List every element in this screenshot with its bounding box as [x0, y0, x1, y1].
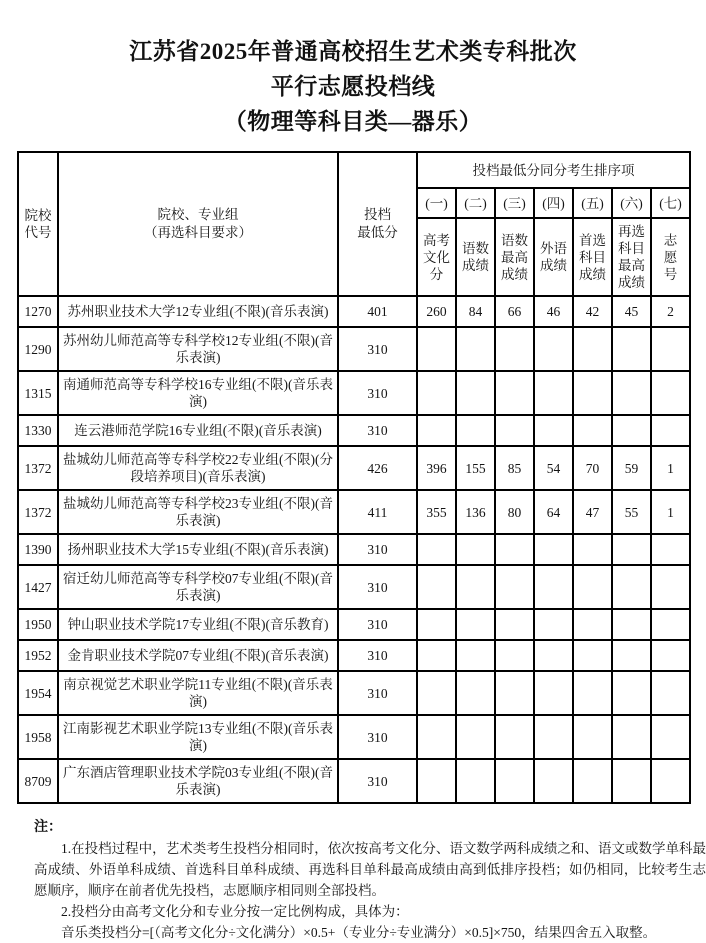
- sort-value-cell: [534, 534, 573, 565]
- sort-col-label-reselect-subject-max: 再选科目最高成绩: [612, 218, 651, 296]
- sort-value-cell: [495, 415, 534, 446]
- sort-value-cell: [651, 640, 690, 671]
- sort-value-cell: [534, 715, 573, 759]
- sort-value-cell: [456, 715, 495, 759]
- sort-value-cell: [417, 327, 456, 371]
- sort-value-cell: [534, 759, 573, 803]
- sort-value-cell: [573, 327, 612, 371]
- min-score-cell: 310: [338, 609, 417, 640]
- sort-value-cell: [612, 565, 651, 609]
- college-code-cell: 1390: [18, 534, 58, 565]
- sort-value-cell: [573, 415, 612, 446]
- sort-value-cell: [573, 534, 612, 565]
- min-score-cell: 310: [338, 565, 417, 609]
- min-score-cell: 310: [338, 759, 417, 803]
- sort-value-cell: [534, 415, 573, 446]
- table-row: [18, 640, 690, 671]
- sort-value-cell: [456, 415, 495, 446]
- sort-value-cell: 66: [495, 296, 534, 327]
- college-name-cell: 宿迁幼儿师范高等专科学校07专业组(不限)(音乐表演): [58, 565, 338, 609]
- college-code-cell: 1954: [18, 671, 58, 715]
- sort-value-cell: 80: [495, 490, 534, 534]
- college-code-cell: 1952: [18, 640, 58, 671]
- sort-value-cell: [612, 609, 651, 640]
- sort-value-cell: [573, 609, 612, 640]
- table-row: [18, 534, 690, 565]
- preference-number-label: 志愿号: [663, 232, 678, 282]
- college-name-cell: 盐城幼儿师范高等专科学校22专业组(不限)(分段培养项目)(音乐表演): [58, 446, 338, 490]
- sort-col-number-3: (三): [495, 188, 534, 218]
- sort-value-cell: 64: [534, 490, 573, 534]
- sort-value-cell: 55: [612, 490, 651, 534]
- college-name-cell: 南京视觉艺术职业学院11专业组(不限)(音乐表演): [58, 671, 338, 715]
- min-score-cell: 310: [338, 371, 417, 415]
- college-name-cell: 扬州职业技术大学15专业组(不限)(音乐表演): [58, 534, 338, 565]
- college-code-cell: 1958: [18, 715, 58, 759]
- sort-value-cell: 355: [417, 490, 456, 534]
- sort-value-cell: [573, 715, 612, 759]
- sort-value-cell: [495, 671, 534, 715]
- sort-value-cell: [456, 565, 495, 609]
- sort-value-cell: 45: [612, 296, 651, 327]
- sort-value-cell: [651, 609, 690, 640]
- college-name-cell: 广东酒店管理职业技术学院03专业组(不限)(音乐表演): [58, 759, 338, 803]
- sort-value-cell: [456, 671, 495, 715]
- table-row: [18, 759, 690, 803]
- notes-section: [34, 818, 706, 943]
- college-name-cell: 金肯职业技术学院07专业组(不限)(音乐表演): [58, 640, 338, 671]
- sort-value-cell: [495, 327, 534, 371]
- sort-value-cell: [417, 715, 456, 759]
- sort-value-cell: [417, 671, 456, 715]
- col-header-college-name-line1: 院校、专业组: [157, 207, 239, 222]
- table-row: [18, 415, 690, 446]
- college-code-cell: 1330: [18, 415, 58, 446]
- sort-value-cell: [573, 759, 612, 803]
- college-name-cell: 苏州幼儿师范高等专科学校12专业组(不限)(音乐表演): [58, 327, 338, 371]
- sort-value-cell: [534, 609, 573, 640]
- min-score-cell: 411: [338, 490, 417, 534]
- col-header-college-name: [58, 152, 338, 296]
- sort-value-cell: [456, 640, 495, 671]
- table-row: [18, 715, 690, 759]
- sort-value-cell: 59: [612, 446, 651, 490]
- sort-value-cell: 47: [573, 490, 612, 534]
- sort-value-cell: [612, 671, 651, 715]
- sort-value-cell: 2: [651, 296, 690, 327]
- col-header-min-score: [338, 152, 417, 296]
- sort-value-cell: [456, 759, 495, 803]
- sort-value-cell: [573, 371, 612, 415]
- col-header-college-code: 院校代号: [18, 152, 58, 296]
- sort-value-cell: [651, 327, 690, 371]
- sort-value-cell: [456, 609, 495, 640]
- sort-col-number-2: (二): [456, 188, 495, 218]
- sort-value-cell: [495, 565, 534, 609]
- sort-value-cell: [612, 371, 651, 415]
- sort-value-cell: [612, 327, 651, 371]
- min-score-cell: 310: [338, 640, 417, 671]
- college-name-cell: 钟山职业技术学院17专业组(不限)(音乐教育): [58, 609, 338, 640]
- college-code-cell: 1270: [18, 296, 58, 327]
- sort-value-cell: [651, 671, 690, 715]
- col-header-sort-group: 投档最低分同分考生排序项: [417, 152, 690, 188]
- min-score-cell: 310: [338, 327, 417, 371]
- college-name-cell: 连云港师范学院16专业组(不限)(音乐表演): [58, 415, 338, 446]
- min-score-cell: 310: [338, 534, 417, 565]
- sort-value-cell: [534, 327, 573, 371]
- sort-value-cell: [651, 371, 690, 415]
- sort-value-cell: [417, 640, 456, 671]
- sort-value-cell: [417, 565, 456, 609]
- sort-value-cell: 85: [495, 446, 534, 490]
- sort-value-cell: [612, 534, 651, 565]
- sort-value-cell: [573, 565, 612, 609]
- col-header-college-name-line2: （再选科目要求）: [144, 225, 252, 240]
- sort-col-number-5: (五): [573, 188, 612, 218]
- college-name-cell: 江南影视艺术职业学院13专业组(不限)(音乐表演): [58, 715, 338, 759]
- min-score-cell: 401: [338, 296, 417, 327]
- min-score-cell: 426: [338, 446, 417, 490]
- sort-col-number-7: (七): [651, 188, 690, 218]
- min-score-cell: 310: [338, 671, 417, 715]
- min-score-cell: 310: [338, 415, 417, 446]
- sort-value-cell: 42: [573, 296, 612, 327]
- note-item-3: 音乐类投档分=[（高考文化分÷文化满分）×0.5+（专业分÷专业满分）×0.5]×750，结果四舍五入取整。: [61, 925, 657, 940]
- table-header: [18, 152, 690, 296]
- sort-value-cell: [456, 371, 495, 415]
- note-item-2: 2.投档分由高考文化分和专业分按一定比例构成，具体为：: [61, 904, 409, 919]
- sort-value-cell: [495, 715, 534, 759]
- table-row: [18, 609, 690, 640]
- admission-score-table: [17, 151, 691, 804]
- sort-col-label-foreign-language: 外语成绩: [534, 218, 573, 296]
- sort-value-cell: [534, 371, 573, 415]
- sort-value-cell: [417, 534, 456, 565]
- sort-value-cell: 46: [534, 296, 573, 327]
- page-title: [17, 34, 689, 139]
- sort-value-cell: 260: [417, 296, 456, 327]
- note-item-1: 1.在投档过程中，艺术类考生投档分相同时，依次按高考文化分、语文数学两科成绩之和、语文或数学单科最高成绩、外语单科成绩、首选科目单科成绩、再选科目单科最高成绩由高到低排序投档；如仍相同，比较考生志愿顺序，顺序在前者优先投档，志愿顺序相同则全部投档。: [34, 841, 706, 898]
- sort-col-label-chinese-math-max: 语数最高成绩: [495, 218, 534, 296]
- sort-value-cell: [417, 759, 456, 803]
- sort-value-cell: [612, 640, 651, 671]
- sort-value-cell: 396: [417, 446, 456, 490]
- sort-value-cell: 1: [651, 446, 690, 490]
- sort-value-cell: 70: [573, 446, 612, 490]
- table-row: [18, 565, 690, 609]
- sort-value-cell: [651, 715, 690, 759]
- sort-value-cell: [651, 759, 690, 803]
- college-code-cell: 1315: [18, 371, 58, 415]
- sort-value-cell: [495, 609, 534, 640]
- sort-col-label-preference-number: [651, 218, 690, 296]
- table-row: [18, 296, 690, 327]
- college-code-cell: 1290: [18, 327, 58, 371]
- college-code-cell: 1372: [18, 446, 58, 490]
- sort-col-number-4: (四): [534, 188, 573, 218]
- sort-value-cell: [651, 534, 690, 565]
- col-header-min-score-line1: 投档: [364, 207, 391, 222]
- sort-value-cell: [534, 640, 573, 671]
- sort-col-number-6: (六): [612, 188, 651, 218]
- title-line-3: （物理等科目类—器乐）: [223, 109, 483, 134]
- table-body: [18, 296, 690, 803]
- sort-col-number-1: (一): [417, 188, 456, 218]
- college-code-cell: 1372: [18, 490, 58, 534]
- sort-value-cell: [495, 759, 534, 803]
- sort-col-label-culture-score: 高考文化分: [417, 218, 456, 296]
- sort-value-cell: [456, 327, 495, 371]
- college-code-cell: 1427: [18, 565, 58, 609]
- sort-value-cell: [417, 609, 456, 640]
- college-code-cell: 8709: [18, 759, 58, 803]
- sort-value-cell: [612, 415, 651, 446]
- college-name-cell: 苏州职业技术大学12专业组(不限)(音乐表演): [58, 296, 338, 327]
- table-row: [18, 371, 690, 415]
- sort-value-cell: 1: [651, 490, 690, 534]
- sort-value-cell: [573, 671, 612, 715]
- college-name-cell: 南通师范高等专科学校16专业组(不限)(音乐表演): [58, 371, 338, 415]
- title-line-1: 江苏省2025年普通高校招生艺术类专科批次: [129, 39, 577, 64]
- sort-value-cell: [534, 565, 573, 609]
- sort-value-cell: [534, 671, 573, 715]
- min-score-cell: 310: [338, 715, 417, 759]
- title-line-2: 平行志愿投档线: [270, 74, 436, 99]
- sort-value-cell: [417, 371, 456, 415]
- table-row: [18, 671, 690, 715]
- sort-value-cell: [456, 534, 495, 565]
- sort-value-cell: [612, 715, 651, 759]
- college-code-cell: 1950: [18, 609, 58, 640]
- sort-value-cell: 54: [534, 446, 573, 490]
- sort-value-cell: [417, 415, 456, 446]
- sort-value-cell: [495, 534, 534, 565]
- sort-value-cell: 84: [456, 296, 495, 327]
- sort-value-cell: 155: [456, 446, 495, 490]
- sort-value-cell: [651, 415, 690, 446]
- sort-col-label-first-subject: 首选科目成绩: [573, 218, 612, 296]
- sort-value-cell: [495, 640, 534, 671]
- notes-label: 注：: [34, 820, 62, 835]
- college-name-cell: 盐城幼儿师范高等专科学校23专业组(不限)(音乐表演): [58, 490, 338, 534]
- sort-value-cell: [573, 640, 612, 671]
- col-header-min-score-line2: 最低分: [357, 225, 398, 240]
- sort-col-label-chinese-math-score: 语数成绩: [456, 218, 495, 296]
- table-row: [18, 490, 690, 534]
- sort-value-cell: [612, 759, 651, 803]
- table-row: [18, 327, 690, 371]
- sort-value-cell: [651, 565, 690, 609]
- sort-value-cell: 136: [456, 490, 495, 534]
- header-row-group: [18, 152, 690, 188]
- table-row: [18, 446, 690, 490]
- sort-value-cell: [495, 371, 534, 415]
